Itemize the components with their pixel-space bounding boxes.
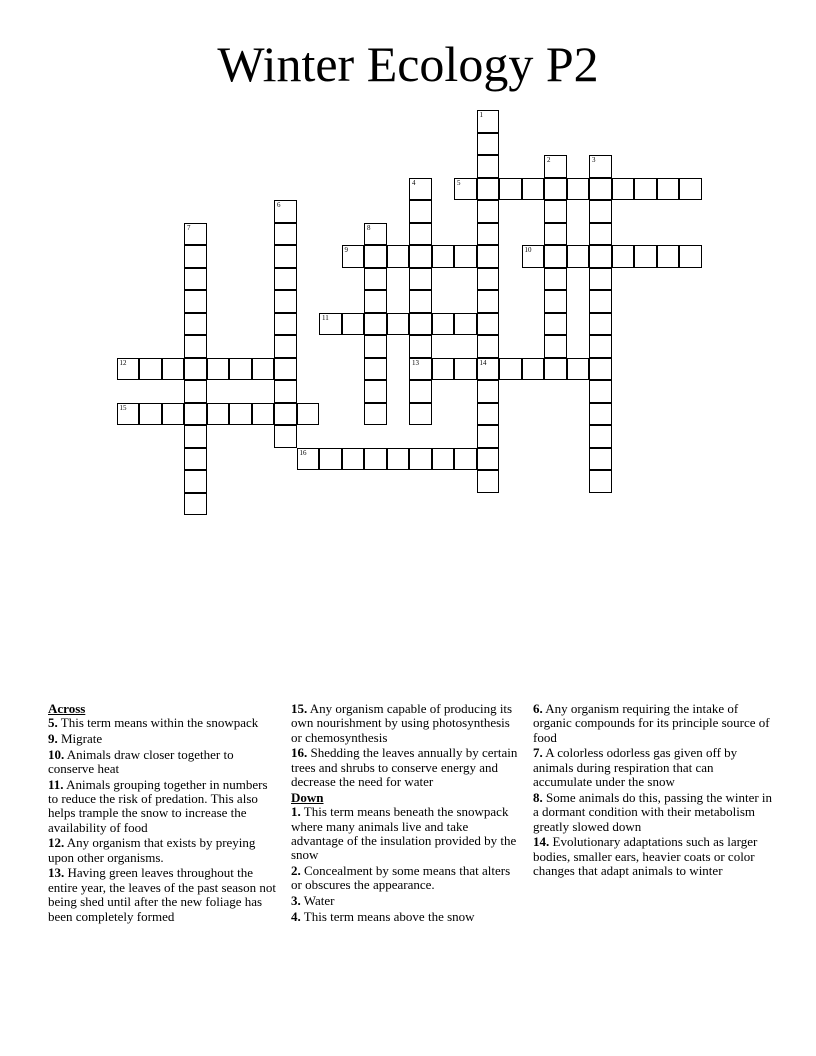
grid-cell[interactable] (184, 470, 207, 493)
grid-cell[interactable] (432, 448, 455, 471)
clue-across-13: 13. Having green leaves throughout the entire year, the leaves of the past season not being shed until after the new foliage has been completely formed (48, 865, 276, 924)
grid-cell[interactable] (409, 358, 432, 381)
grid-cell[interactable] (567, 245, 590, 268)
grid-cell[interactable] (297, 448, 320, 471)
grid-cell[interactable] (432, 245, 455, 268)
down-heading: Down (291, 789, 324, 805)
grid-cell[interactable] (499, 178, 522, 201)
clue-down-14: 14. Evolutionary adaptations such as larger bodies, smaller ears, heavier coats or color changes that adapt animals to winter (533, 834, 758, 879)
page-title: Winter Ecology P2 (217, 36, 599, 92)
grid-cell[interactable] (477, 470, 500, 493)
grid-cell[interactable] (589, 335, 612, 358)
grid-cell[interactable] (657, 245, 680, 268)
clue-across-9: 9. Migrate (48, 731, 103, 746)
grid-cell[interactable] (274, 403, 297, 426)
grid-cell[interactable] (589, 448, 612, 471)
clue-column-1 (48, 702, 280, 925)
grid-cell[interactable] (229, 358, 252, 381)
grid-cell[interactable] (409, 200, 432, 223)
grid-cell[interactable] (409, 313, 432, 336)
grid-cell[interactable] (409, 448, 432, 471)
clue-number: 12 (119, 358, 127, 367)
grid-cell[interactable] (319, 448, 342, 471)
grid-cell[interactable] (522, 178, 545, 201)
clue-down-2: 2. Concealment by some means that alters or obscures the appearance. (291, 863, 511, 893)
clue-across-12: 12. Any organism that exists by preying upon other organisms. (48, 835, 256, 865)
grid-cell[interactable] (364, 223, 387, 246)
grid-cell[interactable] (477, 335, 500, 358)
grid-cell[interactable] (589, 313, 612, 336)
grid-cell[interactable] (477, 245, 500, 268)
grid-cell[interactable] (544, 268, 567, 291)
clue-number: 5 (457, 178, 461, 187)
grid-cell[interactable] (409, 403, 432, 426)
grid-cell[interactable] (139, 403, 162, 426)
clue-down-3: 3. Water (291, 893, 335, 909)
grid-cell[interactable] (499, 358, 522, 381)
grid-cell[interactable] (477, 110, 500, 133)
clue-column-3 (533, 702, 773, 880)
clue-number: 4 (412, 178, 416, 187)
grid-cell[interactable] (184, 358, 207, 381)
clue-number: 1 (479, 111, 483, 119)
grid-cell[interactable] (477, 403, 500, 426)
grid-cell[interactable] (162, 358, 185, 381)
grid-cell[interactable] (477, 448, 500, 471)
grid-cell[interactable] (117, 358, 140, 381)
grid-cell[interactable] (567, 358, 590, 381)
grid-cell[interactable] (184, 448, 207, 471)
grid-cell[interactable] (477, 133, 500, 156)
grid-cell[interactable] (387, 245, 410, 268)
grid-cell[interactable] (544, 358, 567, 381)
grid-cell[interactable] (409, 335, 432, 358)
grid-cell[interactable] (409, 290, 432, 313)
grid-cell[interactable] (274, 313, 297, 336)
grid-cell[interactable] (589, 200, 612, 223)
grid-cell[interactable] (544, 290, 567, 313)
grid-cell[interactable] (409, 268, 432, 291)
grid-cell[interactable] (589, 470, 612, 493)
grid-cell[interactable] (184, 493, 207, 516)
grid-cell[interactable] (184, 268, 207, 291)
grid-cell[interactable] (184, 313, 207, 336)
grid-cell[interactable] (477, 155, 500, 178)
grid-cell[interactable] (477, 178, 500, 201)
grid-cell[interactable] (274, 380, 297, 403)
grid-cell[interactable] (207, 358, 230, 381)
clue-across-15: 15. Any organism capable of producing its own nourishment by using photosynthesis or chemosynthesis (291, 701, 513, 745)
grid-cell[interactable] (432, 358, 455, 381)
clue-down-8: 8. Some animals do this, passing the winter in a dormant condition with their metabolism greatly slowed down (533, 789, 773, 834)
grid-cell[interactable] (522, 358, 545, 381)
grid-cell[interactable] (184, 380, 207, 403)
grid-cell[interactable] (364, 358, 387, 381)
clue-number: 2 (547, 156, 551, 164)
grid-cell[interactable] (409, 245, 432, 268)
grid-cell[interactable] (477, 313, 500, 336)
grid-cell[interactable] (679, 245, 702, 268)
grid-cell[interactable] (544, 155, 567, 178)
grid-cell[interactable] (477, 380, 500, 403)
grid-cell[interactable] (207, 403, 230, 426)
grid-cell[interactable] (477, 268, 500, 291)
grid-cell[interactable] (274, 335, 297, 358)
grid-cell[interactable] (567, 178, 590, 201)
grid-cell[interactable] (589, 223, 612, 246)
grid-cell[interactable] (364, 245, 387, 268)
grid-cell[interactable] (589, 178, 612, 201)
grid-cell[interactable] (409, 178, 432, 201)
clue-number: 9 (344, 246, 348, 254)
grid-cell[interactable] (364, 335, 387, 358)
clue-across-10: 10. Animals draw closer together to conserve heat (48, 746, 234, 776)
grid-cell[interactable] (589, 290, 612, 313)
grid-cell[interactable] (477, 425, 500, 448)
grid-cell[interactable] (589, 425, 612, 448)
grid-cell[interactable] (544, 223, 567, 246)
grid-cell[interactable] (274, 268, 297, 291)
grid-cell[interactable] (274, 200, 297, 223)
grid-cell[interactable] (342, 448, 365, 471)
clue-column-2 (291, 702, 523, 925)
grid-cell[interactable] (364, 380, 387, 403)
grid-cell[interactable] (229, 403, 252, 426)
grid-cell[interactable] (634, 178, 657, 201)
clue-number: 10 (524, 246, 532, 254)
grid-cell[interactable] (364, 290, 387, 313)
grid-cell[interactable] (117, 403, 140, 426)
grid-cell[interactable] (184, 223, 207, 246)
grid-cell[interactable] (589, 403, 612, 426)
clue-number: 14 (479, 358, 487, 367)
clue-number: 6 (277, 201, 281, 209)
clue-down-1: 1. This term means beneath the snowpack where many animals live and take advantage of the insulation provided by the snow (291, 804, 517, 863)
grid-cell[interactable] (139, 358, 162, 381)
grid-cell[interactable] (184, 245, 207, 268)
across-heading: Across (48, 701, 86, 716)
grid-cell[interactable] (634, 245, 657, 268)
clue-number: 8 (367, 223, 371, 232)
grid-cell[interactable] (364, 268, 387, 291)
grid-cell[interactable] (612, 178, 635, 201)
grid-cell[interactable] (252, 358, 275, 381)
grid-cell[interactable] (454, 178, 477, 201)
clue-number: 11 (322, 313, 329, 322)
clue-number: 7 (187, 223, 191, 232)
grid-cell[interactable] (589, 155, 612, 178)
grid-cell[interactable] (657, 178, 680, 201)
grid-cell[interactable] (252, 403, 275, 426)
grid-cell[interactable] (184, 335, 207, 358)
grid-cell[interactable] (184, 403, 207, 426)
grid-cell[interactable] (274, 245, 297, 268)
grid-cell[interactable] (612, 245, 635, 268)
grid-cell[interactable] (454, 358, 477, 381)
clue-down-7: 7. A colorless odorless gas given off by animals during respiration that can accumulate under the snow (533, 745, 738, 790)
grid-cell[interactable] (274, 223, 297, 246)
grid-cell[interactable] (589, 245, 612, 268)
clue-number: 13 (412, 358, 419, 367)
grid-cell[interactable] (589, 268, 612, 291)
grid-cell[interactable] (274, 358, 297, 381)
clue-down-6: 6. Any organism requiring the intake of organic compounds for its principle source of food (533, 701, 770, 745)
grid-cell[interactable] (409, 380, 432, 403)
clue-down-4: 4. This term means above the snow (291, 908, 475, 924)
clue-number: 3 (592, 156, 596, 164)
grid-cell[interactable] (477, 223, 500, 246)
grid-cell[interactable] (477, 290, 500, 313)
grid-cell[interactable] (544, 313, 567, 336)
grid-cell[interactable] (544, 335, 567, 358)
grid-cell[interactable] (387, 313, 410, 336)
grid-cell[interactable] (679, 178, 702, 201)
clue-across-11: 11. Animals grouping together in numbers to reduce the risk of predation. This also helps trample the snow to increase the availability of food (48, 776, 268, 835)
grid-cell[interactable] (342, 313, 365, 336)
grid-cell[interactable] (409, 223, 432, 246)
grid-cell[interactable] (544, 245, 567, 268)
grid-cell[interactable] (544, 200, 567, 223)
grid-cell[interactable] (364, 448, 387, 471)
grid-cell[interactable] (274, 425, 297, 448)
grid-cell[interactable] (297, 403, 320, 426)
grid-cell[interactable] (454, 448, 477, 471)
clue-across-5: 5. This term means within the snowpack (48, 715, 259, 731)
grid-cell[interactable] (477, 358, 500, 381)
grid-cell[interactable] (162, 403, 185, 426)
grid-cell[interactable] (454, 245, 477, 268)
grid-cell[interactable] (544, 178, 567, 201)
grid-cell[interactable] (342, 245, 365, 268)
grid-cell[interactable] (364, 313, 387, 336)
grid-cell[interactable] (522, 245, 545, 268)
grid-cell[interactable] (184, 290, 207, 313)
grid-cell[interactable] (387, 448, 410, 471)
clue-number: 15 (119, 403, 127, 412)
grid-cell[interactable] (477, 200, 500, 223)
grid-cell[interactable] (274, 290, 297, 313)
grid-cell[interactable] (589, 380, 612, 403)
clue-across-16: 16. Shedding the leaves annually by certain trees and shrubs to conserve energy and decrease the need for water (291, 745, 518, 790)
grid-cell[interactable] (319, 313, 342, 336)
grid-cell[interactable] (364, 403, 387, 426)
grid-cell[interactable] (454, 313, 477, 336)
clue-number: 16 (299, 448, 307, 457)
grid-cell[interactable] (432, 313, 455, 336)
grid-cell[interactable] (589, 358, 612, 381)
grid-cell[interactable] (184, 425, 207, 448)
